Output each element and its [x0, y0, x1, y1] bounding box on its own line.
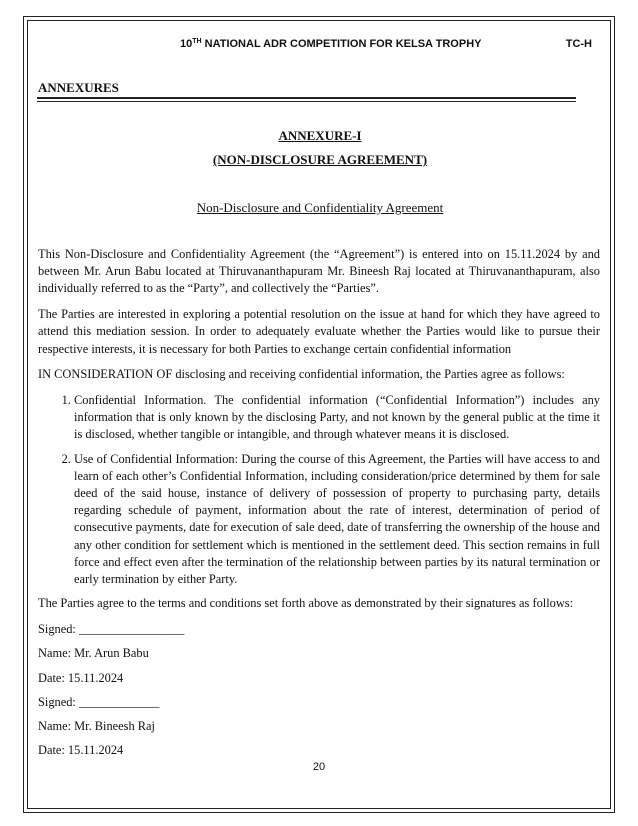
- closing-paragraph: The Parties agree to the terms and conditions set forth above as demonstrated by their signatures as follows:: [38, 596, 574, 611]
- annexures-heading: ANNEXURES: [38, 80, 119, 95]
- signature-date-1: Date: 15.11.2024: [38, 670, 124, 685]
- consideration-paragraph: IN CONSIDERATION OF disclosing and receiving confidential information, the Parties agree as follows:: [38, 367, 565, 382]
- agreement-title: Non-Disclosure and Confidentiality Agreement: [196, 200, 444, 215]
- annexure-title: ANNEXURE-I: [278, 128, 362, 143]
- intro-paragraph: This Non-Disclosure and Confidentiality Agreement (the “Agreement”) is entered into on 15.11.2024 by and between Mr. Arun Babu located at Thiruvananthapuram Mr. Bineesh Raj located at Thiruvananthapuram, also individually referred to as the “Party”, and collectively the “Parties”.: [38, 247, 600, 296]
- signature-date-2: Date: 15.11.2024: [38, 743, 124, 758]
- signature-block: [38, 617, 184, 763]
- header-title-text: NATIONAL ADR COMPETITION FOR KELSA TROPHY: [201, 38, 482, 50]
- page-number: 20: [312, 761, 326, 773]
- heading-rule-thin: [37, 101, 576, 102]
- team-code: TC-H: [565, 38, 592, 50]
- purpose-paragraph: The Parties are interested in exploring a potential resolution on the issue at hand for which they have agreed to attend this mediation session. In order to adequately evaluate whether the Parties would like to pursue their respective interests, it is necessary for both Parties to exchange certain confidential information: [38, 307, 600, 356]
- header-title: [180, 38, 481, 50]
- heading-rule-thick: [37, 97, 576, 99]
- agreement-body: [38, 246, 600, 621]
- header-title-number: 10: [180, 38, 193, 50]
- signatory-name-2: Name: Mr. Bineesh Raj: [38, 719, 156, 734]
- clause-item: 1. Confidential Information. The confidential information (“Confidential Information”) includes any information that is only known by the disclosing Party, and not known by the general public at the time it is disclosed, whether tangible or intangible, and through whatever means it is disclosed.: [74, 392, 600, 444]
- signatory-name-1: Name: Mr. Arun Babu: [38, 646, 149, 661]
- clause-item: 2. Use of Confidential Information: During the course of this Agreement, the Parties will have access to and learn of each other’s Confidential Information, including consideration/price determined by them for sale deed of the said house, instance of delivery of possession of property to purchasing party, details regarding schedule of payment, information about the rate of interest, determination of period of consecutive payments, date for execution of sale deed, date of transferring the ownership of the house and any other condition for settlement which is mentioned in the settlement deed. This section remains in full force and effect even after the termination of the relationship between parties by its natural termination or early termination by either Party.: [74, 451, 600, 589]
- signature-line-1: Signed: _________________: [38, 622, 185, 636]
- clause-list: [38, 392, 600, 588]
- header-title-superscript: TH: [192, 38, 202, 45]
- annexure-subtitle: (NON-DISCLOSURE AGREEMENT): [212, 152, 428, 167]
- signature-line-2: Signed: _____________: [38, 694, 160, 709]
- page-header: [40, 38, 600, 54]
